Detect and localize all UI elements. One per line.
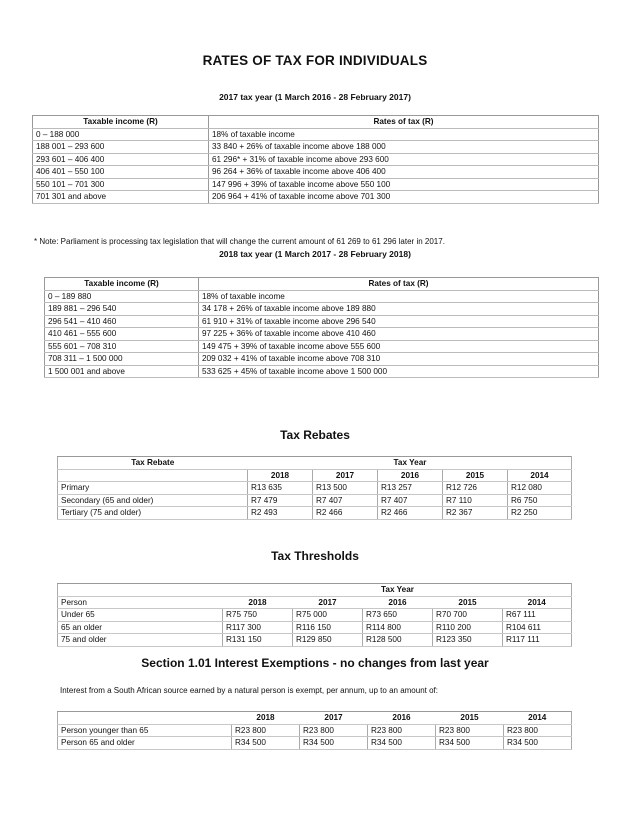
year-header: 2015 [436,712,504,725]
tax-thresholds-table [57,583,572,647]
year-header: 2017 [293,596,363,609]
income-cell: 701 301 and above [33,191,209,204]
rate-cell: 34 178 + 26% of taxable income above 189 880 [199,303,599,316]
rebate-label: Tertiary (75 and older) [58,507,248,520]
income-cell: 296 541 – 410 460 [45,315,199,328]
threshold-value: R117 111 [503,634,572,647]
income-cell: 0 – 188 000 [33,128,209,141]
rate-cell: 61 910 + 31% of taxable income above 296 540 [199,315,599,328]
interest-value: R34 500 [300,737,368,750]
interest-value: R34 500 [504,737,572,750]
tax-year-2018-heading: 2018 tax year (1 March 2017 - 28 February 2018) [219,249,411,259]
threshold-value: R129 850 [293,634,363,647]
year-header: 2017 [300,712,368,725]
rebate-value: R13 257 [378,482,443,495]
interest-exemptions-heading: Section 1.01 Interest Exemptions - no changes from last year [141,656,489,670]
rebate-value: R7 407 [378,494,443,507]
rebate-value: R2 367 [443,507,508,520]
rebate-value: R13 635 [248,482,313,495]
tax-table-2017 [32,115,599,204]
interest-label: Person younger than 65 [58,724,232,737]
year-header: 2014 [508,469,572,482]
income-header: Taxable income (R) [33,116,209,129]
interest-value: R23 800 [504,724,572,737]
rebate-value: R7 407 [313,494,378,507]
rate-cell: 61 296* + 31% of taxable income above 293 600 [209,153,599,166]
tax-table-2018 [44,277,599,378]
year-header: 2016 [363,596,433,609]
income-cell: 189 881 – 296 540 [45,303,199,316]
rate-cell: 96 264 + 36% of taxable income above 406 400 [209,166,599,179]
interest-value: R34 500 [232,737,300,750]
rebate-value: R13 500 [313,482,378,495]
rebate-value: R6 750 [508,494,572,507]
rebate-value: R2 466 [313,507,378,520]
threshold-value: R116 150 [293,621,363,634]
threshold-label: 75 and older [58,634,223,647]
rate-cell: 149 475 + 39% of taxable income above 555 600 [199,340,599,353]
rates-header: Rates of tax (R) [199,278,599,291]
rate-cell: 33 840 + 26% of taxable income above 188 000 [209,141,599,154]
tax-thresholds-heading: Tax Thresholds [271,549,359,563]
rate-cell: 97 225 + 36% of taxable income above 410 460 [199,328,599,341]
interest-label: Person 65 and older [58,737,232,750]
year-header: 2015 [433,596,503,609]
income-cell: 410 461 – 555 600 [45,328,199,341]
rebate-col-header: Tax Rebate [58,457,248,470]
year-header: 2017 [313,469,378,482]
year-header: 2016 [378,469,443,482]
year-header: 2018 [232,712,300,725]
threshold-value: R75 750 [223,609,293,622]
year-header: 2014 [503,596,572,609]
tax-year-2017-heading: 2017 tax year (1 March 2016 - 28 February 2017) [219,92,411,102]
rebate-value: R7 110 [443,494,508,507]
income-header: Taxable income (R) [45,278,199,291]
rate-cell: 147 996 + 39% of taxable income above 550 100 [209,178,599,191]
interest-value: R34 500 [368,737,436,750]
rebate-value: R2 250 [508,507,572,520]
rebate-value: R7 479 [248,494,313,507]
threshold-value: R117 300 [223,621,293,634]
income-cell: 406 401 – 550 100 [33,166,209,179]
rebate-value: R2 466 [378,507,443,520]
interest-intro: Interest from a South African source earned by a natural person is exempt, per annum, up to an amount of: [60,686,438,695]
threshold-value: R73 650 [363,609,433,622]
rate-cell: 209 032 + 41% of taxable income above 708 310 [199,353,599,366]
interest-exemptions-table [57,711,572,750]
rebate-label: Primary [58,482,248,495]
tax-rebates-table [57,456,572,520]
threshold-value: R104 611 [503,621,572,634]
page-title: RATES OF TAX FOR INDIVIDUALS [202,53,428,68]
threshold-label: 65 an older [58,621,223,634]
rate-cell: 533 625 + 45% of taxable income above 1 500 000 [199,365,599,378]
threshold-value: R67 111 [503,609,572,622]
threshold-value: R75 000 [293,609,363,622]
threshold-value: R131 150 [223,634,293,647]
threshold-value: R123 350 [433,634,503,647]
year-header: 2015 [443,469,508,482]
income-cell: 0 – 189 880 [45,290,199,303]
person-col-header: Person [58,596,223,609]
income-cell: 555 601 – 708 310 [45,340,199,353]
rate-cell: 18% of taxable income [199,290,599,303]
threshold-label: Under 65 [58,609,223,622]
interest-value: R23 800 [436,724,504,737]
rate-cell: 206 964 + 41% of taxable income above 701 300 [209,191,599,204]
interest-value: R23 800 [300,724,368,737]
interest-value: R23 800 [368,724,436,737]
rebate-value: R12 080 [508,482,572,495]
interest-value: R23 800 [232,724,300,737]
tax-year-label: Tax Year [363,584,433,597]
rebate-value: R2 493 [248,507,313,520]
income-cell: 293 601 – 406 400 [33,153,209,166]
income-cell: 550 101 – 701 300 [33,178,209,191]
year-header: 2018 [248,469,313,482]
threshold-value: R110 200 [433,621,503,634]
legislation-note: * Note: Parliament is processing tax legislation that will change the current amount of 61 269 to 61 296 later in 2017. [34,237,445,246]
year-header: 2016 [368,712,436,725]
income-cell: 1 500 001 and above [45,365,199,378]
rebate-label: Secondary (65 and older) [58,494,248,507]
threshold-value: R128 500 [363,634,433,647]
income-cell: 188 001 – 293 600 [33,141,209,154]
income-cell: 708 311 – 1 500 000 [45,353,199,366]
tax-rebates-heading: Tax Rebates [280,428,350,442]
rate-cell: 18% of taxable income [209,128,599,141]
threshold-value: R70 700 [433,609,503,622]
year-header: 2018 [223,596,293,609]
tax-year-label: Tax Year [378,457,443,470]
interest-value: R34 500 [436,737,504,750]
rebate-value: R12 726 [443,482,508,495]
rates-header: Rates of tax (R) [209,116,599,129]
year-header: 2014 [504,712,572,725]
threshold-value: R114 800 [363,621,433,634]
